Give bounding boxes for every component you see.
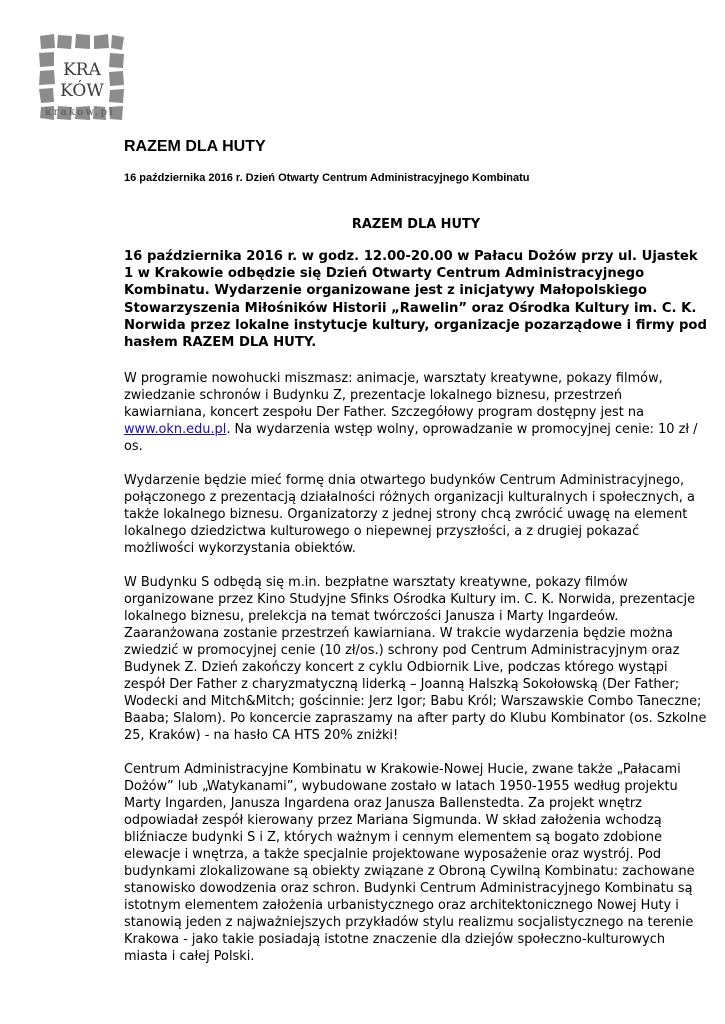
article-title: RAZEM DLA HUTY [351, 217, 481, 232]
article-lead: 16 października 2016 r. w godz. 12.00-20.00 w Pałacu Dożów przy ul. Ujastek 1 w Krakowie odbędzie się Dzień Otwarty Centrum Administracyjnego Kombinatu. Wydarzenie organizowane jest z inicjatywy Małopolskiego Stowarzyszenia Miłośników Historii „Rawelin” oraz Ośrodka Kultury im. C. K. Norwida przez lokalne instytucje kultury, organizacje pozarządowe i firmy pod hasłem RAZEM DLA HUTY. [124, 249, 707, 351]
article-paragraph-program [124, 370, 708, 455]
paragraph-text: . Na wydarzenia wstęp wolny, oprowadzanie w promocyjnej cenie: 10 zł / os. [124, 422, 698, 455]
article-paragraph-building-s: W Budynku S odbędą się m.in. bezpłatne warsztaty kreatywne, pokazy filmów organizowane przez Kino Studyjne Sfinks Ośrodka Kultury im. C. K. Norwida, prezentacje lokalnego biznesu, prelekcja na temat twórczości Janusza i Marty Ingardeów. Zaaranżowana zostanie przestrzeń kawiarniana. W trakcie wydarzenia będzie można zwiedzić w promocyjnej cenie (10 zł/os.) schrony pod Centrum Administracyjnym oraz Budynek Z. Dzień zakończy koncert z cyklu Odbiornik Live, podczas którego wystąpi zespół Der Father z charyzmatyczną liderką – Joanną Halszką Sokołowską (Der Father; Wodecki and Mitch&Mitch; gościnnie: Jerz Igor; Babu Król; Warszawskie Combo Taneczne; Baaba; Slalom). Po koncercie zapraszamy na after party do Klubu Kombinator (os. Szkolne 25, Kraków) - na hasło CA HTS 20% zniżki! [124, 575, 707, 744]
article-paragraph-format: Wydarzenie będzie mieć formę dnia otwartego budynków Centrum Administracyjnego, połączonego z prezentacją działalności różnych organizacji kulturalnych i społecznych, a także lokalnego biznesu. Organizatorzy z jednej strony chcą zwrócić uwagę na element lokalnego dziedzictwa kulturowego o niepewnej przyszłości, a z drugiej pokazać możliwości wykorzystania obiektów. [124, 473, 695, 557]
logo-text-line2: KÓW [60, 81, 104, 101]
logo-text-line1: KRA [63, 60, 101, 80]
page-subtitle: 16 października 2016 r. Dzień Otwarty Centrum Administracyjnego Kombinatu [124, 172, 530, 184]
paragraph-text: W programie nowohucki miszmasz: animacje, warsztaty kreatywne, pokazy filmów, zwiedzanie schronów i Budynku Z, prezentacje lokalnego biznesu, przestrzeń kawiarniana, koncert zespołu Der Father. Szczegółowy program dostępny jest na [124, 371, 663, 421]
article-body [124, 216, 708, 982]
logo-caption: krakow.pl [45, 107, 115, 118]
okn-website-link[interactable]: www.okn.edu.pl [124, 422, 227, 438]
article-paragraph-history: Centrum Administracyjne Kombinatu w Krakowie-Nowej Hucie, zwane także „Pałacami Dożów” lub „Watykanami”, wybudowane zostało w latach 1950-1955 według projektu Marty Ingarden, Janusza Ingardena oraz Janusza Ballenstedta. Za projekt wnętrz odpowiadał zespół kierowany przez Mariana Sigmunda. W skład założenia wchodzą bliźniacze budynki S i Z, których ważnym i cennym elementem są bogato zdobione elewacje i wnętrza, a także specjalnie projektowane wyposażenie oraz wystrój. Pod budynkami zlokalizowane są obiekty związane z Obroną Cywilną Kombinatu: zachowane stanowisko dowodzenia oraz schron. Budynki Centrum Administracyjnego Kombinatu są istotnym elementem założenia urbanistycznego oraz architektonicznego Nowej Huty i stanowią jeden z najważniejszych przykładów stylu realizmu socjalistycznego na terenie Krakowa - jako takie posiadają istotne znaczenie dla dziejów społeczno-kulturowych miasta i całej Polski. [124, 762, 695, 965]
page-title: RAZEM DLA HUTY [124, 138, 266, 155]
